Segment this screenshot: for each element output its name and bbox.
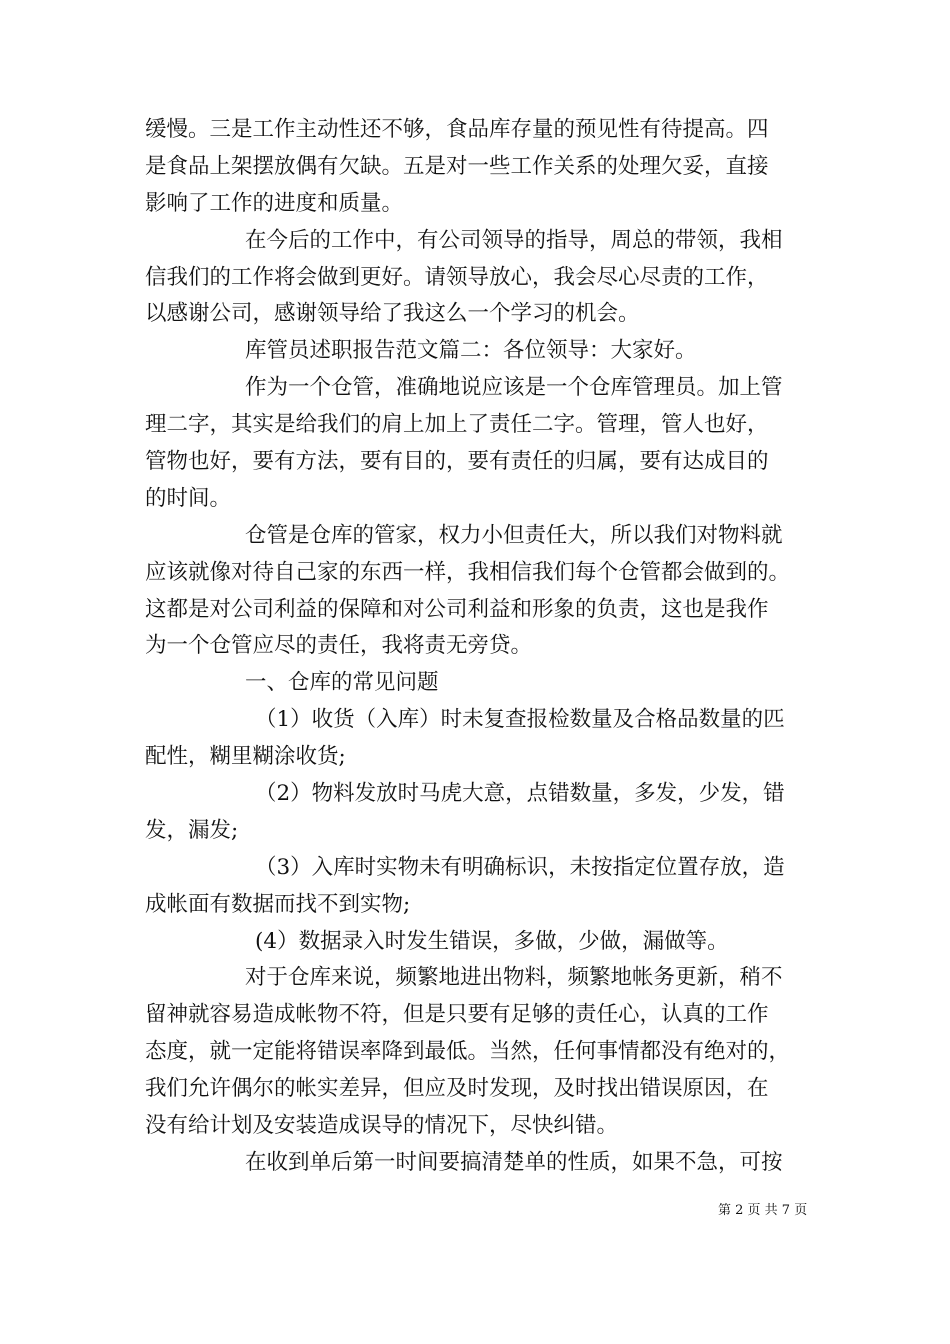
text-line: 理二字，其实是给我们的肩上加上了责任二字。管理，管人也好， bbox=[145, 412, 769, 438]
text-line: 对于仓库来说，频繁地进出物料，频繁地帐务更新，稍不 bbox=[245, 965, 783, 991]
text-line: 影响了工作的进度和质量。 bbox=[145, 190, 404, 216]
text-line: 没有给计划及安装造成误导的情况下，尽快纠错。 bbox=[145, 1113, 619, 1139]
text-line: 在收到单后第一时间要搞清楚单的性质，如果不急，可按 bbox=[245, 1149, 783, 1175]
list-item-line: (4）数据录入时发生错误，多做，少做，漏做等。 bbox=[255, 928, 729, 954]
text-line: 信我们的工作将会做到更好。请领导放心，我会尽心尽责的工作， bbox=[145, 264, 769, 290]
list-item-line: （3）入库时实物未有明确标识，未按指定位置存放，造 bbox=[255, 854, 785, 880]
text-line: 我们允许偶尔的帐实差异，但应及时发现，及时找出错误原因，在 bbox=[145, 1076, 769, 1102]
text-line: 以感谢公司，感谢领导给了我这么一个学习的机会。 bbox=[145, 301, 640, 327]
text-line: 留神就容易造成帐物不符，但是只要有足够的责任心，认真的工作 bbox=[145, 1002, 769, 1028]
text-line: 仓管是仓库的管家，权力小但责任大，所以我们对物料就 bbox=[245, 522, 783, 548]
text-line: 作为一个仓管，准确地说应该是一个仓库管理员。加上管 bbox=[245, 375, 783, 401]
text-line: 库管员述职报告范文篇二：各位领导：大家好。 bbox=[245, 338, 697, 364]
text-line: 的时间。 bbox=[145, 485, 232, 511]
text-line: 态度，就一定能将错误率降到最低。当然，任何事情都没有绝对的， bbox=[145, 1039, 791, 1065]
list-item-line: （2）物料发放时马虎大意，点错数量，多发，少发，错 bbox=[255, 781, 785, 807]
text-line: 这都是对公司利益的保障和对公司利益和形象的负责，这也是我作 bbox=[145, 596, 769, 622]
list-item-line: 配性，糊里糊涂收货; bbox=[145, 744, 346, 770]
text-line: 管物也好，要有方法，要有目的，要有责任的归属，要有达成目的 bbox=[145, 449, 769, 475]
section-heading: 一、仓库的常见问题 bbox=[245, 670, 439, 696]
text-line: 应该就像对待自己家的东西一样，我相信我们每个仓管都会做到的。 bbox=[145, 559, 791, 585]
list-item-line: 成帐面有数据而找不到实物; bbox=[145, 891, 411, 917]
page-number-footer: 第 2 页 共 7 页 bbox=[718, 1203, 808, 1218]
list-item-line: （1）收货（入库）时未复查报检数量及合格品数量的匹 bbox=[255, 707, 785, 733]
list-item-line: 发，漏发; bbox=[145, 817, 239, 843]
text-line: 为一个仓管应尽的责任，我将责无旁贷。 bbox=[145, 633, 533, 659]
text-line: 缓慢。三是工作主动性还不够，食品库存量的预见性有待提高。四 bbox=[145, 117, 769, 142]
text-line: 在今后的工作中，有公司领导的指导，周总的带领，我相 bbox=[245, 227, 783, 253]
text-line: 是食品上架摆放偶有欠缺。五是对一些工作关系的处理欠妥，直接 bbox=[145, 153, 769, 179]
body-text bbox=[145, 112, 810, 1182]
